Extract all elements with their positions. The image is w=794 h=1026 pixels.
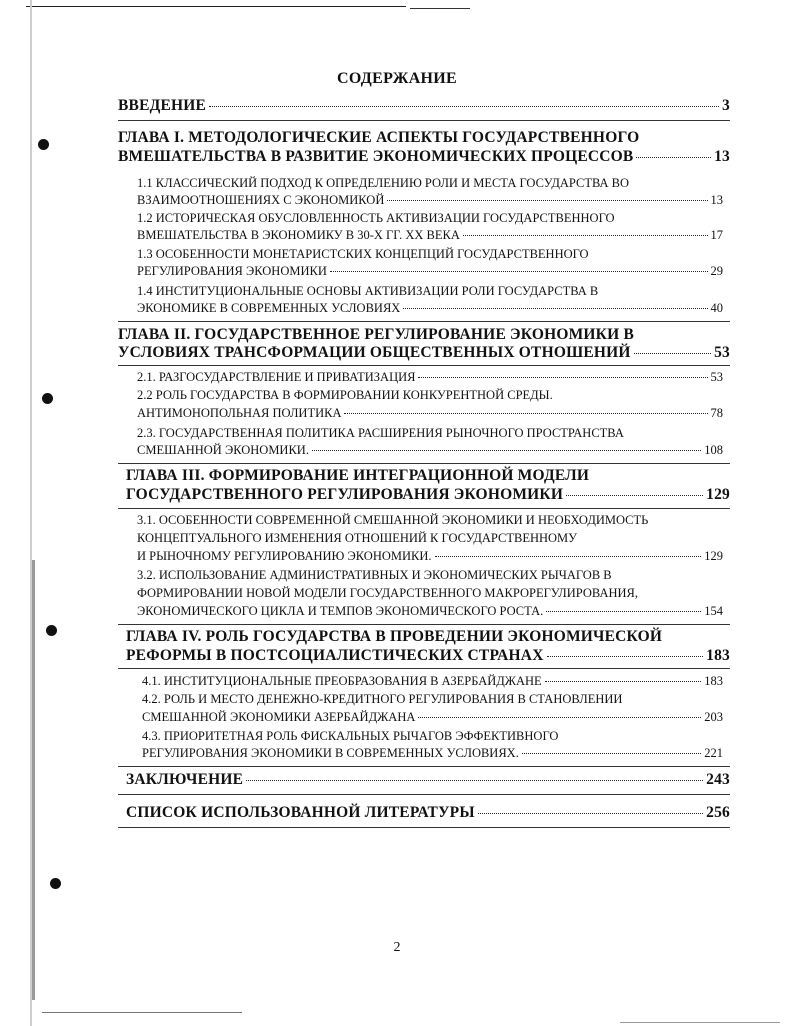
dot-leader bbox=[546, 611, 701, 612]
entry-title: СМЕШАННОЙ ЭКОНОМИКИ. bbox=[137, 443, 309, 457]
section-3-2-line2: ФОРМИРОВАНИИ НОВОЙ МОДЕЛИ ГОСУДАРСТВЕННОГО МАКРОРЕГУЛИРОВАНИЯ, bbox=[137, 586, 638, 600]
separator-line bbox=[118, 668, 730, 669]
dot-leader bbox=[246, 780, 703, 781]
entry-page: 183 bbox=[704, 674, 723, 688]
punch-hole-mark bbox=[50, 878, 61, 889]
separator-line bbox=[118, 624, 730, 625]
section-1-4-line1: 1.4 ИНСТИТУЦИОНАЛЬНЫЕ ОСНОВЫ АКТИВИЗАЦИИ РОЛИ ГОСУДАРСТВА В bbox=[137, 284, 599, 298]
section-4-2-line1: 4.2. РОЛЬ И МЕСТО ДЕНЕЖНО-КРЕДИТНОГО РЕГУЛИРОВАНИЯ В СТАНОВЛЕНИИ bbox=[142, 692, 623, 706]
entry-title: УСЛОВИЯХ ТРАНСФОРМАЦИИ ОБЩЕСТВЕННЫХ ОТНОШЕНИЙ bbox=[118, 344, 631, 361]
toc-entry-chapter-4[interactable] bbox=[126, 647, 730, 665]
entry-page: 13 bbox=[714, 148, 730, 165]
section-3-1-line1: 3.1. ОСОБЕННОСТИ СОВРЕМЕННОЙ СМЕШАННОЙ ЭКОНОМИКИ И НЕОБХОДИМОСТЬ bbox=[137, 513, 649, 527]
toc-entry-section-4-2[interactable] bbox=[142, 710, 723, 725]
entry-page: 3 bbox=[722, 97, 730, 114]
entry-title: ВМЕШАТЕЛЬСТВА В ЭКОНОМИКУ В 30-Х ГГ. XX ВЕКА bbox=[137, 228, 460, 242]
toc-entry-section-1-2[interactable] bbox=[137, 228, 723, 243]
entry-title: ВМЕШАТЕЛЬСТВА В РАЗВИТИЕ ЭКОНОМИЧЕСКИХ ПРОЦЕССОВ bbox=[118, 148, 634, 165]
toc-entry-chapter-1[interactable] bbox=[118, 148, 730, 166]
dot-leader bbox=[344, 413, 707, 414]
entry-page: 53 bbox=[714, 344, 730, 361]
dot-leader bbox=[387, 200, 707, 201]
dot-leader bbox=[566, 495, 703, 496]
entry-title: 2.1. РАЗГОСУДАРСТВЛЕНИЕ И ПРИВАТИЗАЦИЯ bbox=[137, 370, 416, 384]
toc-title: СОДЕРЖАНИЕ bbox=[336, 70, 458, 87]
separator-line bbox=[118, 463, 730, 464]
chapter-2-title-line1: ГЛАВА II. ГОСУДАРСТВЕННОЕ РЕГУЛИРОВАНИЕ ЭКОНОМИКИ В bbox=[118, 326, 634, 343]
dot-leader bbox=[403, 308, 707, 309]
toc-entry-section-1-1[interactable] bbox=[137, 193, 723, 208]
punch-hole-mark bbox=[46, 625, 57, 636]
entry-page: 108 bbox=[704, 443, 723, 457]
dot-leader bbox=[418, 377, 707, 378]
entry-page: 154 bbox=[704, 604, 723, 618]
scan-edge-line bbox=[410, 8, 470, 9]
toc-entry-section-1-4[interactable] bbox=[137, 301, 723, 316]
toc-entry-section-3-2[interactable] bbox=[137, 604, 723, 619]
section-1-1-line1: 1.1 КЛАССИЧЕСКИЙ ПОДХОД К ОПРЕДЕЛЕНИЮ РОЛИ И МЕСТА ГОСУДАРСТВА ВО bbox=[137, 176, 630, 190]
section-2-2-line1: 2.2 РОЛЬ ГОСУДАРСТВА В ФОРМИРОВАНИИ КОНКУРЕНТНОЙ СРЕДЫ. bbox=[137, 388, 553, 402]
separator-line bbox=[118, 827, 730, 828]
entry-page: 129 bbox=[704, 549, 723, 563]
separator-line bbox=[118, 365, 730, 366]
dot-leader bbox=[634, 353, 711, 354]
separator-line bbox=[118, 120, 730, 121]
dot-leader bbox=[209, 106, 719, 107]
separator-line bbox=[118, 794, 730, 795]
entry-title: ВВЕДЕНИЕ bbox=[118, 97, 207, 114]
entry-page: 17 bbox=[710, 228, 723, 242]
section-4-3-line1: 4.3. ПРИОРИТЕТНАЯ РОЛЬ ФИСКАЛЬНЫХ РЫЧАГОВ ЭФФЕКТИВНОГО bbox=[142, 729, 559, 743]
dot-leader bbox=[545, 681, 702, 682]
dot-leader bbox=[478, 813, 703, 814]
chapter-4-title-line1: ГЛАВА IV. РОЛЬ ГОСУДАРСТВА В ПРОВЕДЕНИИ ЭКОНОМИЧЕСКОЙ bbox=[126, 628, 663, 645]
entry-title: 4.1. ИНСТИТУЦИОНАЛЬНЫЕ ПРЕОБРАЗОВАНИЯ В АЗЕРБАЙДЖАНЕ bbox=[142, 674, 542, 688]
dot-leader bbox=[547, 656, 704, 657]
entry-page: 243 bbox=[706, 771, 730, 788]
entry-page: 221 bbox=[704, 746, 723, 760]
dot-leader bbox=[435, 556, 702, 557]
dot-leader bbox=[312, 450, 701, 451]
entry-title: РЕГУЛИРОВАНИЯ ЭКОНОМИКИ В СОВРЕМЕННЫХ УСЛОВИЯХ. bbox=[142, 746, 519, 760]
entry-title: ЗАКЛЮЧЕНИЕ bbox=[126, 771, 244, 788]
dot-leader bbox=[418, 717, 701, 718]
entry-title: ВЗАИМООТНОШЕНИЯХ С ЭКОНОМИКОЙ bbox=[137, 193, 385, 207]
toc-entry-conclusion[interactable] bbox=[126, 771, 730, 789]
entry-page: 78 bbox=[710, 406, 723, 420]
entry-page: 129 bbox=[706, 486, 730, 503]
chapter-1-title-line1: ГЛАВА I. МЕТОДОЛОГИЧЕСКИЕ АСПЕКТЫ ГОСУДАРСТВЕННОГО bbox=[118, 129, 640, 146]
section-2-3-line1: 2.3. ГОСУДАРСТВЕННАЯ ПОЛИТИКА РАСШИРЕНИЯ РЫНОЧНОГО ПРОСТРАНСТВА bbox=[137, 426, 624, 440]
entry-page: 29 bbox=[710, 264, 723, 278]
entry-page: 40 bbox=[710, 301, 723, 315]
entry-title: ЭКОНОМИЧЕСКОГО ЦИКЛА И ТЕМПОВ ЭКОНОМИЧЕСКОГО РОСТА. bbox=[137, 604, 544, 618]
dot-leader bbox=[636, 157, 711, 158]
entry-page: 53 bbox=[710, 370, 723, 384]
separator-line bbox=[118, 766, 730, 767]
toc-entry-section-3-1[interactable] bbox=[137, 549, 723, 564]
entry-title: СПИСОК ИСПОЛЬЗОВАННОЙ ЛИТЕРАТУРЫ bbox=[126, 804, 475, 821]
toc-entry-section-2-1[interactable] bbox=[137, 370, 723, 385]
entry-title: РЕФОРМЫ В ПОСТСОЦИАЛИСТИЧЕСКИХ СТРАНАХ bbox=[126, 647, 544, 664]
chapter-3-title-line1: ГЛАВА III. ФОРМИРОВАНИЕ ИНТЕГРАЦИОННОЙ МОДЕЛИ bbox=[126, 467, 590, 484]
punch-hole-mark bbox=[38, 139, 49, 150]
section-1-3-line1: 1.3 ОСОБЕННОСТИ МОНЕТАРИСТСКИХ КОНЦЕПЦИЙ ГОСУДАРСТВЕННОГО bbox=[137, 247, 589, 261]
entry-title: АНТИМОНОПОЛЬНАЯ ПОЛИТИКА bbox=[137, 406, 342, 420]
scan-edge-line bbox=[620, 1022, 780, 1023]
section-3-2-line1: 3.2. ИСПОЛЬЗОВАНИЕ АДМИНИСТРАТИВНЫХ И ЭКОНОМИЧЕСКИХ РЫЧАГОВ В bbox=[137, 568, 612, 582]
entry-page: 256 bbox=[706, 804, 730, 821]
scan-edge-line bbox=[42, 1012, 242, 1013]
separator-line bbox=[118, 508, 730, 509]
entry-title: РЕГУЛИРОВАНИЯ ЭКОНОМИКИ bbox=[137, 264, 327, 278]
section-3-1-line2: КОНЦЕПТУАЛЬНОГО ИЗМЕНЕНИЯ ОТНОШЕНИЙ К ГОСУДАРСТВЕННОМУ bbox=[137, 531, 578, 545]
scan-edge-line bbox=[26, 6, 406, 7]
entry-page: 183 bbox=[706, 647, 730, 664]
entry-page: 203 bbox=[704, 710, 723, 724]
toc-entry-chapter-2[interactable] bbox=[118, 344, 730, 362]
entry-title: ЭКОНОМИКЕ В СОВРЕМЕННЫХ УСЛОВИЯХ bbox=[137, 301, 401, 315]
entry-title: И РЫНОЧНОМУ РЕГУЛИРОВАНИЮ ЭКОНОМИКИ. bbox=[137, 549, 432, 563]
punch-hole-mark bbox=[42, 393, 53, 404]
scan-left-edge bbox=[32, 560, 35, 1000]
toc-entry-section-4-1[interactable] bbox=[142, 674, 723, 689]
page-number: 2 bbox=[393, 940, 401, 955]
toc-entry-section-2-2[interactable] bbox=[137, 406, 723, 421]
separator-line bbox=[118, 321, 730, 322]
toc-entry-bibliography[interactable] bbox=[126, 804, 730, 822]
toc-entry-chapter-3[interactable] bbox=[126, 486, 730, 504]
toc-entry-section-4-3[interactable] bbox=[142, 746, 723, 761]
entry-page: 13 bbox=[710, 193, 723, 207]
toc-entry-introduction[interactable] bbox=[118, 97, 730, 115]
toc-entry-section-1-3[interactable] bbox=[137, 264, 723, 279]
dot-leader bbox=[522, 753, 701, 754]
dot-leader bbox=[330, 271, 708, 272]
dot-leader bbox=[463, 235, 708, 236]
section-1-2-line1: 1.2 ИСТОРИЧЕСКАЯ ОБУСЛОВЛЕННОСТЬ АКТИВИЗАЦИИ ГОСУДАРСТВЕННОГО bbox=[137, 211, 615, 225]
entry-title: ГОСУДАРСТВЕННОГО РЕГУЛИРОВАНИЯ ЭКОНОМИКИ bbox=[126, 486, 564, 503]
toc-entry-section-2-3[interactable] bbox=[137, 443, 723, 458]
entry-title: СМЕШАННОЙ ЭКОНОМИКИ АЗЕРБАЙДЖАНА bbox=[142, 710, 416, 724]
